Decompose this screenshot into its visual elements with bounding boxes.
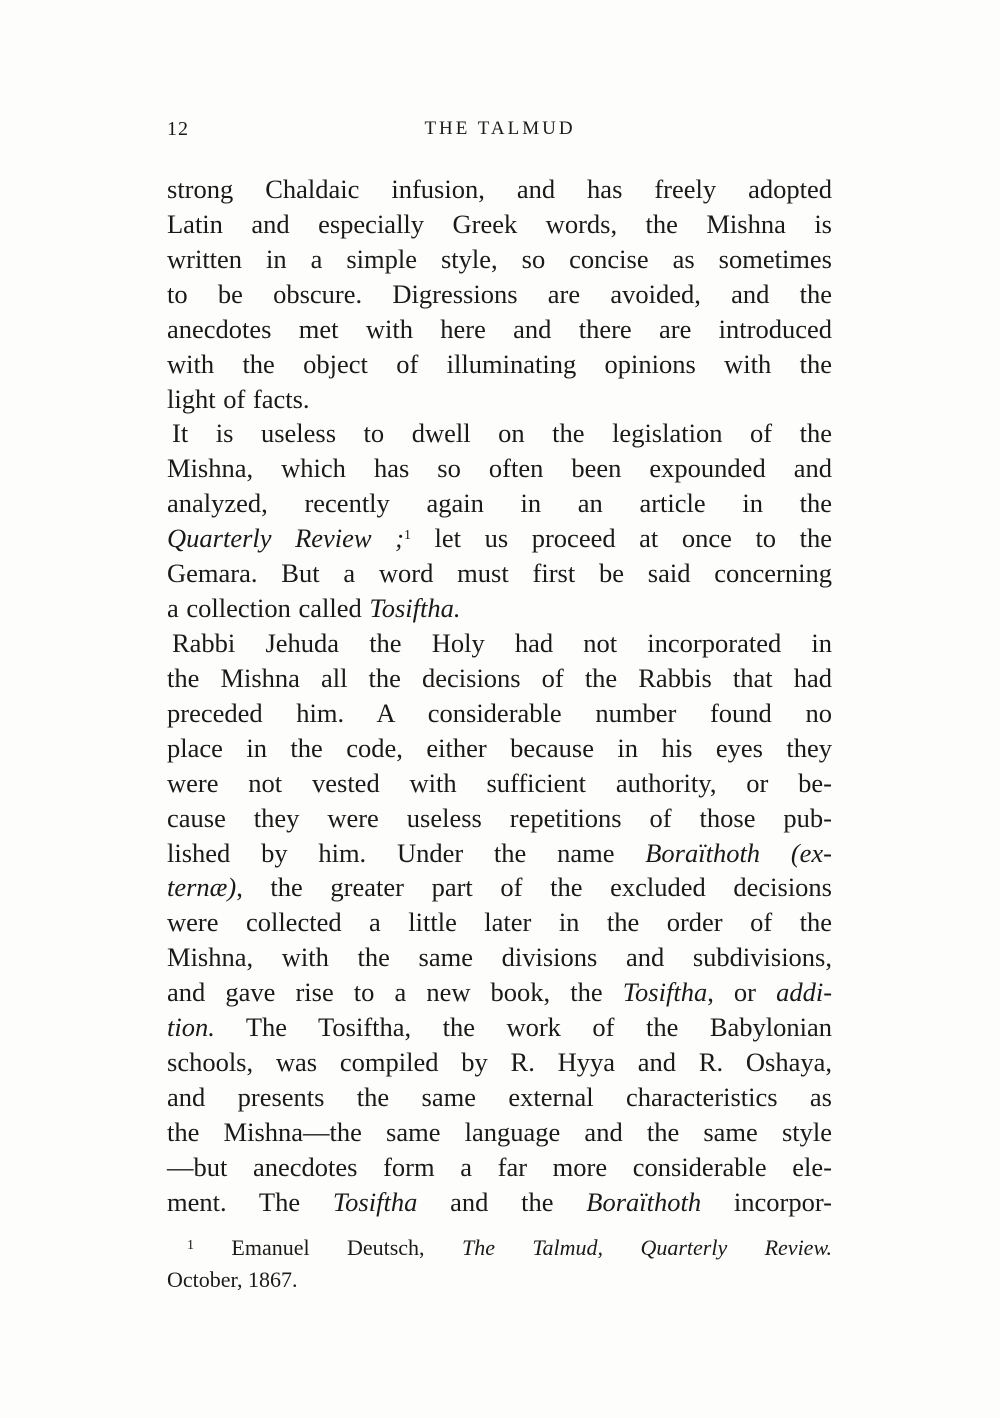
italic-text: Tosiftha. bbox=[369, 593, 461, 624]
text-segment bbox=[603, 1235, 640, 1260]
italic-text: The Talmud, bbox=[461, 1235, 604, 1260]
text-line bbox=[167, 277, 832, 312]
footnote-line bbox=[167, 1264, 832, 1296]
text-line bbox=[167, 1115, 832, 1150]
text-segment: written in a simple style, so concise as sometimes bbox=[167, 243, 832, 274]
text-line bbox=[167, 661, 832, 696]
text-segment: the Mishna—the same language and the same style bbox=[167, 1116, 832, 1147]
text-segment: , or bbox=[707, 977, 777, 1008]
text-segment: cause they were useless repetitions of those pub- bbox=[167, 802, 832, 833]
text-line bbox=[167, 905, 832, 940]
text-segment: strong Chaldaic infusion, and has freely adopted bbox=[167, 174, 832, 204]
text-segment: preceded him. A considerable number found no bbox=[167, 697, 832, 728]
footnote-marker: 1 bbox=[187, 1238, 194, 1253]
text-segment: , the greater part of the excluded decisions bbox=[236, 872, 832, 903]
text-segment: The Tosiftha, the work of the Babylonian bbox=[214, 1012, 832, 1043]
italic-text: tion. bbox=[167, 1012, 215, 1043]
text-segment: and gave rise to a new book, the bbox=[167, 977, 623, 1008]
text-segment: place in the code, either because in his eyes they bbox=[167, 732, 832, 763]
text-segment: schools, was compiled by R. Hyya and R. Oshaya, bbox=[167, 1047, 832, 1078]
text-segment: let us proceed at once to the bbox=[410, 523, 832, 554]
text-line bbox=[167, 347, 832, 382]
text-line bbox=[167, 626, 832, 661]
text-line bbox=[167, 870, 832, 905]
text-segment: light of facts. bbox=[167, 383, 310, 414]
text-segment: Gemara. But a word must first be said concerning bbox=[167, 558, 832, 589]
italic-text: Boraïthoth (ex- bbox=[645, 837, 832, 868]
italic-text: Tosiftha bbox=[622, 977, 708, 1008]
text-line bbox=[167, 1185, 832, 1220]
text-segment: Mishna, which has so often been expounded and bbox=[167, 453, 832, 484]
running-title: THE TALMUD bbox=[424, 118, 576, 139]
text-segment: Mishna, with the same divisions and subdivisions, bbox=[167, 942, 832, 973]
text-line bbox=[167, 731, 832, 766]
text-segment: the Mishna all the decisions of the Rabbis that had bbox=[167, 662, 832, 693]
text-segment: a collection called bbox=[167, 593, 370, 624]
text-segment: anecdotes met with here and there are introduced bbox=[167, 313, 832, 344]
italic-text: ternæ) bbox=[167, 872, 237, 903]
italic-text: Boraïthoth bbox=[586, 1186, 702, 1217]
text-segment: Rabbi Jehuda the Holy had not incorporated in bbox=[172, 627, 832, 658]
text-segment: to be obscure. Digressions are avoided, and the bbox=[167, 278, 832, 309]
text-segment: October, 1867. bbox=[167, 1267, 298, 1292]
text-segment: incorpor- bbox=[701, 1186, 832, 1217]
text-segment: and the bbox=[417, 1186, 587, 1217]
text-line bbox=[167, 836, 832, 871]
text-line bbox=[167, 242, 832, 277]
text-segment: Latin and especially Greek words, the Mishna is bbox=[167, 208, 832, 239]
body-text bbox=[167, 172, 832, 1220]
page-number: 12 bbox=[167, 118, 189, 140]
text-segment: lished by him. Under the name bbox=[167, 837, 646, 868]
text-segment: It is useless to dwell on the legislation of the bbox=[172, 418, 832, 449]
text-segment: and presents the same external characteristics as bbox=[167, 1081, 832, 1112]
text-segment: were collected a little later in the order of the bbox=[167, 907, 832, 938]
text-line bbox=[167, 940, 832, 975]
text-segment: with the object of illuminating opinions with the bbox=[167, 348, 832, 379]
italic-text: Tosiftha bbox=[332, 1186, 418, 1217]
text-line bbox=[167, 556, 832, 591]
text-line bbox=[167, 591, 832, 626]
text-line bbox=[167, 207, 832, 242]
footnote-line bbox=[167, 1232, 832, 1264]
footnote bbox=[167, 1232, 832, 1296]
footnote-marker: 1 bbox=[403, 528, 411, 544]
text-line bbox=[167, 696, 832, 731]
text-line bbox=[167, 172, 832, 207]
text-line bbox=[167, 1010, 832, 1045]
text-line bbox=[167, 521, 832, 556]
text-line bbox=[167, 1150, 832, 1185]
text-line bbox=[167, 451, 832, 486]
text-line bbox=[167, 312, 832, 347]
italic-text: Quarterly Review. bbox=[640, 1235, 832, 1260]
text-line bbox=[167, 1080, 832, 1115]
text-line bbox=[167, 975, 832, 1010]
text-segment: Emanuel Deutsch, bbox=[194, 1235, 462, 1260]
italic-text: addi- bbox=[776, 977, 833, 1008]
text-line bbox=[167, 1045, 832, 1080]
text-segment: ment. The bbox=[167, 1186, 333, 1217]
text-line bbox=[167, 801, 832, 836]
text-segment: were not vested with sufficient authority, or be- bbox=[167, 767, 832, 798]
italic-text: Quarterly Review ; bbox=[167, 523, 404, 554]
text-segment: analyzed, recently again in an article in the bbox=[167, 488, 832, 519]
text-line bbox=[167, 416, 832, 451]
text-line bbox=[167, 382, 832, 417]
text-segment: —but anecdotes form a far more considerable ele- bbox=[167, 1151, 832, 1182]
text-line bbox=[167, 766, 832, 801]
text-line bbox=[167, 486, 832, 521]
